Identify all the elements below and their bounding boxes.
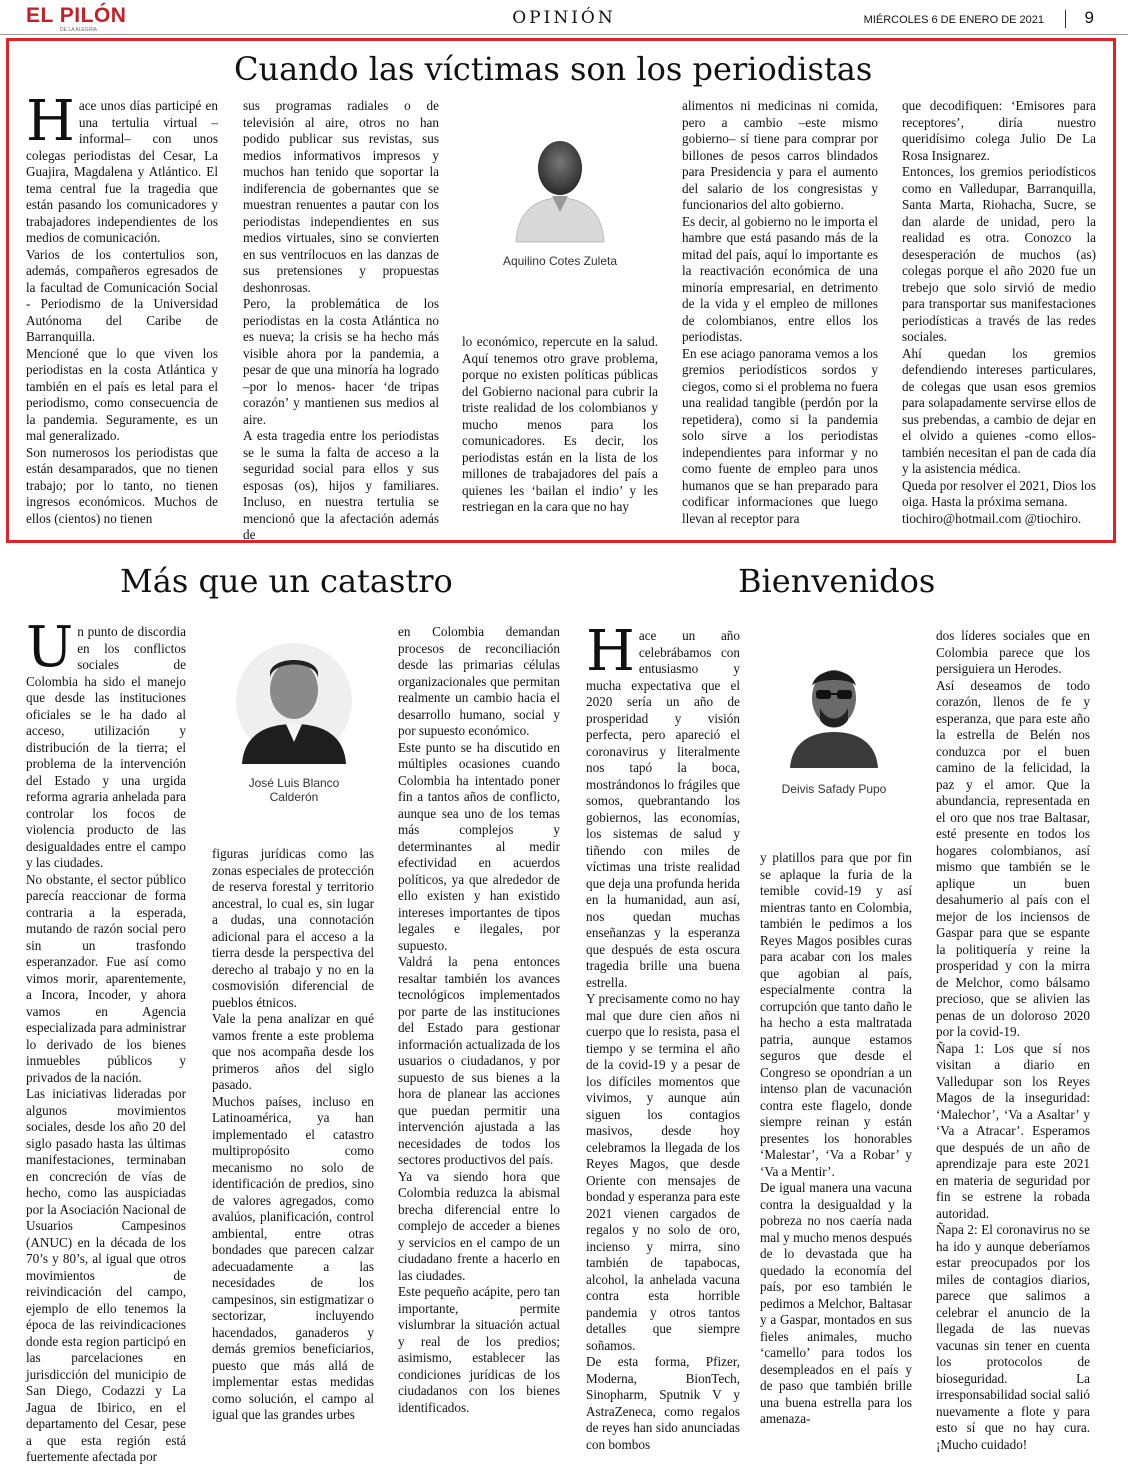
article1-col1 [26, 89, 218, 526]
author-photo-article1 [508, 126, 612, 242]
article2-author [226, 776, 362, 804]
article3-title: Bienvenidos [738, 562, 936, 600]
page-number: 9 [1084, 8, 1094, 27]
section-title: OPINIÓN [512, 8, 616, 28]
article1-author: Aquilino Cotes Zuleta [502, 254, 618, 268]
portrait-icon [236, 638, 352, 764]
article2-dropcap: U [26, 615, 74, 680]
article1-dropcap: H [26, 89, 75, 154]
article2-col1-text: n punto de discordia en los conflictos sociales de Colombia ha sido el manejo que desde las instituciones oficiales se le ha dado al acceso, utilización y distribución de la tierra; el problema de la intervención del Estado y una urgida reforma agraria anhelada para controlar los focos de violencia producto de las desigualdades entre el campo y las ciudades. No obstante, el sector público parecía reaccionar de forma contraria a la esperada, mutando de razón social pero sin un trasfondo esperanzador. Fue así como vimos morir, aparentemente, a Incora, Incoder, y ahora vamos en Agencia especializada para administrar lo derivado de los bienes inmuebles públicos y privados de la nación. Las iniciativas lideradas por algunos movimientos sociales, desde los año 20 del siglo pasado hasta las últimas manifestaciones, terminaban en concreción de vías de hecho, como las auspiciadas por la Asociación Nacional de Usuarios Campesinos (ANUC) en la década de los 70’s y 80’s, al igual que otros movimientos de reivindicación del campo, ejemplo de ello tenemos la época de las reivindicaciones donde esta region participó en las parcelaciones en jurisdicción del municipio de San Diego, Codazzi y La Jagua de Ibirico, en el departamento del Cesar, pese a que esta región está fuertemente afectada por [26, 624, 186, 1464]
article3-col3: dos líderes sociales que en Colombia parece que los persiguiera un Herodes. Así deseamos de todo corazón, llenos de fe y esperanza, que para este año la estrella de Belén nos conduzca por el buen camino de la felicidad, la paz y el amor. Que la abundancia, representada en el oro que nos trae Baltasar, esté presente en todos los hogares colombianos, así mismo que también se le aplique un buen desahumerio al país con el mejor de los inciensos de Gaspar para que se espante la politiquería y reine la prosperidad y con la mirra de Melchor, como bálsamo precioso, que se alivien las penas de un doloroso 2020 por la covid-19. Ñapa 1: Los que sí nos visitan a diario en Valledupar son los Reyes Magos de la inseguridad: ‘Malechor’, ‘Va a Asaltar’ y ‘Va a Atracar’. Esperamos que después de un año de aprendizaje para este 2021 en materia de seguridad por fin se estrene la robada autoridad. Ñapa 2: El coronavirus no se ha ido y aunque deberíamos estar preocupados por los miles de contagios diarios, parece que salimos a celebrar el anuncio de la llegada de las nuevas vacunas sin tener en cuenta los protocolos de bioseguridad. La irresponsabilidad social salió nuevamente a flote y para esto sí que no hay cura. ¡Mucho cuidado! [936, 628, 1090, 1452]
article1-col2: sus programas radiales o de televisión al aire, otros no han podido publicar sus revistas, sus medios informativos impresos y muchos han tenido que soportar la indiferencia de gobernantes que se muestran renuentes a pautar con los periodistas independientes en sus medios virtuales, sino se convierten en sus ventrílocuos en las danzas de sus pretensiones y propuestas deshonrosas. Pero, la problemática de los periodistas en la costa Atlántica no es nueva; la crisis se ha hecho más visible ahora por la pandemia, a pesar de que una minoría ha logrado –por lo menos- hacer ‘de tripas corazón’ y mantienen sus medios al aire. A esta tragedia entre los periodistas se le suma la falta de acceso a la seguridad social para ellos y sus esposas (os), hijos y familiares. Incluso, en nuestra tertulia se mencionó que la afectación además de [243, 98, 439, 542]
article3-dropcap: H [586, 619, 635, 684]
author-photo-article3 [786, 650, 882, 768]
logo-text: EL PILÓN [26, 4, 127, 27]
article2-col2: figuras jurídicas como las zonas especiales de protección de reserva forestal y territorio ancestral, lo cual es, sin lugar a dudas, una connotación adicional para el acceso a la tierra desde la perspectiva del derecho al trabajo y no en la cosmovisión diferencial de pueblos étnicos. Vale la pena analizar en qué vamos frente a este problema que nos acompaña desde los primeros años del siglo pasado. Muchos países, incluso en Latinoamérica, ya han implementado el catastro multipropósito como mecanismo no solo de identificación de predios, sino de valores agregados, como avalúos, planificación, control ambiental, entre otras bondades que parecen calzar adecuadamente a las necesidades de los campesinos, sin estigmatizar o sectorizar, incluyendo hacendados, ganaderos y demás gremios beneficiarios, puesto que más allá de implementar estas medidas como solución, el campo al igual que las grandes urbes [212, 846, 374, 1422]
page-separator [1065, 10, 1066, 28]
article3-col1-text: ace un año celebrábamos con entusiasmo y mucha expectativa que el 2020 sería un año de prosperidad y visión perfecta, pero apareció el coronavirus y literalmente nos tapó la boca, mostrándonos lo frágiles que somos, quebrantando los gobiernos, las economías, los sistemas de salud y tiñendo con miles de víctimas una triste realidad que deja una profunda herida en la humanidad, aun así, nos quedan muchas enseñanzas y la esperanza que después de esta oscura tragedia brille una buena estrella. Y precisamente como no hay mal que dure cien años ni cuerpo que lo resista, pasa el tiempo y se termina el año de la covid-19 y a pesar de los difíciles momentos que vivimos, y aunque aún siguen los contagios masivos, desde hoy celebramos la llegada de los Reyes Magos, que desde Oriente con mensajes de bondad y esperanza para este 2021 vienen cargados de regalos y no solo de oro, incienso y mirra, sino también de tapabocas, alcohol, la anhelada vacuna contra esta horrible pandemia y otros tantos detalles que siempre soñamos. De esta forma, Pfizer, Moderna, BionTech, Sinopharm, Sputnik V y AstraZeneca, como regalos de reyes han sido anunciadas con bombos [586, 628, 740, 1452]
portrait-icon [786, 650, 882, 768]
issue-date: MIÉRCOLES 6 DE ENERO DE 2021 [863, 14, 1044, 26]
masthead [0, 0, 1128, 35]
article1-col1-text: ace unos días participé en una tertulia virtual –informal– con unos colegas periodistas del Cesar, La Guajira, Magdalena y Atlántico. El tema central fue la tragedia que están pasando los comunicadores y trabajadores independientes de los medios de comunicación. Varios de los contertulios son, además, compañeros egresados de la facultad de Comunicación Social - Periodismo de la Universidad Autónoma del Caribe de Barranquilla. Mencioné que lo que viven los periodistas en la costa Atlántica y también en el país es letal para el periodismo, como consecuencia de la pandemia. Seguramente, es un mal generalizado. Son numerosos los periodistas que están desamparados, que no tienen trabajo; por lo tanto, no tienen ingresos económicos. Muchos de ellos (cientos) no tienen [26, 98, 218, 526]
article1-col5: que decodifiquen: ‘Emisores para receptores’, diría nuestro queridísimo colega Julio De La Rosa Insignarez. Entonces, los gremios periodísticos como en Valledupar, Barranquilla, Santa Marta, Riohacha, Sucre, se dan alarde de unidad, pero la realidad es otra. Conozco la desesperación de muchos (as) colegas porque el año 2020 fue un trebejo que solo sirvió de medio para transportar sus manifestaciones periodísticas a través de las redes sociales. Ahí quedan los gremios defendiendo intereses particulares, de colegas que usan esos gremios para solapadamente servirse ellos de sus prebendas, a cambio de dejar en el olvido a quienes -como ellos- también necesitan el pan de cada día y la asistencia médica. Queda por resolver el 2021, Dios los oiga. Hasta la próxima semana. tiochiro@hotmail.com @tiochiro. [902, 98, 1096, 526]
article2-title: Más que un catastro [120, 562, 453, 600]
author-photo-article2 [236, 638, 352, 764]
article2-col1 [26, 615, 186, 1464]
article3-col1 [586, 619, 740, 1452]
logo-subtitle: DE LA ALEGRÍA [60, 27, 97, 33]
article1-title: Cuando las víctimas son los periodistas [234, 50, 873, 88]
portrait-icon [508, 126, 612, 242]
article3-col2: y platillos para que por fin se aplaque la furia de la temible covid-19 y así mientras tanto en Colombia, también le pedimos a los Reyes Magos posibles curas para acabar con los males que agobian al país, especialmente contra la corrupción que tanto daño le ha hecho a esta maltratada patria, aunque estamos seguros que desde el Congreso se opondrían a un intenso plan de vacunación contra este flagelo, donde siempre reinan y están presentes los honorables ‘Malestar’, ‘Va a Robar’ y ‘Va a Mentir’. De igual manera una vacuna contra la desigualdad y la pobreza no nos caería nada mal y mucho menos después de lo devastada que ha quedado la economía del país, por eso también le pedimos a Melchor, Baltasar y a Gaspar, montados en sus fieles animales, mucho ‘camello’ para todos los desempleados en el país y de paso que también brille una buena estrella para los amenaza- [760, 850, 912, 1426]
article3-author: Deivis Safady Pupo [781, 782, 887, 796]
article2-col3: en Colombia demandan procesos de reconciliación desde las primarias células organizacionales que permitan realmente un cambio hacia el desarrollo humano, social y por supuesto económico. Este punto se ha discutido en múltiples ocasiones cuando Colombia ha intentado poner fin a tantos años de conflicto, aunque sea uno de los temas más complejos y determinantes al medir efectividad en acuerdos políticos, ya que alrededor de ello existen y han existido intereses importantes de tipos legales e ilegales, por supuesto. Valdrá la pena entonces resaltar también los avances tecnológicos implementados por parte de las instituciones del Estado para gestionar información actualizada de los usuarios o ciudadanos, y por supuesto de sus bienes a la hora de planear las acciones que puedan permitir una intervención ajustada a las necesidades de todos los sectores productivos del país. Ya va siendo hora que Colombia reduzca la abismal brecha diferencial entre lo complejo de acceder a bienes y servicios en el campo de un ciudadano frente a hacerlo en las ciudades. Este pequeño acápite, pero tan importante, permite vislumbrar la situación actual y real de los predios; asimismo, establecer las condiciones jurídicas de los ciudadanos con los bienes identificados. [398, 624, 560, 1415]
article2-author-line1: José Luis Blanco [248, 776, 340, 790]
article1-col3: lo económico, repercute en la salud. Aquí tenemos otro grave problema, porque no existen políticas públicas del Gobierno nacional para cubrir la triste realidad de los colombianos y mucho menos para los comunicadores. Es decir, los periodistas están en la lista de los millones de trabajadores del país a quienes les ‘bailan el indio’ y les restriegan en la cara que no hay [462, 334, 658, 514]
article1-col4: alimentos ni medicinas ni comida, pero a cambio –este mismo gobierno– sí tiene para comprar por billones de pesos carros blindados para Presidencia y para el aumento del salario de los congresistas y funcionarios del alto gobierno. Es decir, al gobierno no le importa el hambre que está pasando más de la mitad del país, aquí lo importante es la reactivación económica de una minoría empresarial, en detrimento de la vida y el empleo de millones de colombianos, entre ellos los periodistas. En ese aciago panorama vemos a los gremios periodísticos sordos y ciegos, como si el problema no fuera una realidad tangible (perdón por la repetidera), como si la pandemia solo sirve a los periodistas independientes para informar y no como fuente de empleo para unos humanos que se han preparado para codificar informaciones que luego llevan al receptor para [682, 98, 878, 526]
article2-author-line2: Calderón [269, 790, 319, 804]
